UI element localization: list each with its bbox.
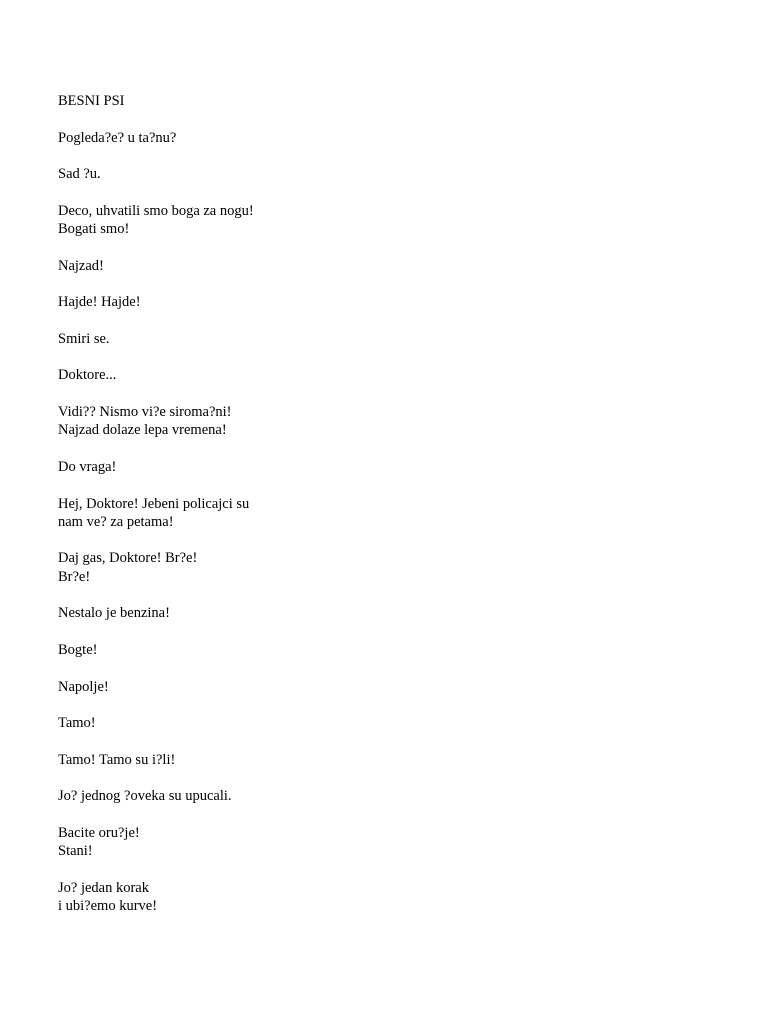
text-line: Tamo! Tamo su i?li! [58,751,176,768]
text-line: Stani! [58,843,93,860]
text-line: Tamo! [58,715,96,732]
paragraph [58,129,708,147]
paragraph [58,495,708,532]
text-line: Hajde! Hajde! [58,294,141,311]
paragraph [58,549,708,586]
paragraph [58,330,708,348]
paragraph [58,165,708,183]
text-line: Sad ?u. [58,166,101,183]
paragraph [58,879,708,916]
paragraph [58,366,708,384]
text-line: Bogte! [58,641,98,658]
paragraph [58,458,708,476]
text-line: Jo? jedan korak [58,879,149,896]
text-line: Bacite oru?je! [58,824,140,841]
text-line: Smiri se. [58,330,110,347]
paragraph [58,604,708,622]
paragraph [58,403,708,440]
text-line: Do vraga! [58,458,117,475]
text-line: Br?e! [58,568,91,585]
text-line: Deco, uhvatili smo boga za nogu! [58,202,254,219]
paragraph [58,751,708,769]
text-line: i ubi?emo kurve! [58,898,158,915]
paragraph [58,678,708,696]
text-line: Vidi?? Nismo vi?e siroma?ni! [58,404,232,421]
paragraph [58,787,708,805]
text-line: Bogati smo! [58,221,130,238]
text-line: Hej, Doktore! Jebeni policajci su [58,495,250,512]
text-line: Najzad dolaze lepa vremena! [58,422,227,439]
paragraph [58,641,708,659]
document-text [58,92,708,934]
text-line: Doktore... [58,367,117,384]
paragraph [58,714,708,732]
text-line: nam ve? za petama! [58,513,174,530]
paragraph [58,257,708,275]
text-line: Najzad! [58,257,104,274]
text-line: Jo? jednog ?oveka su upucali. [58,788,232,805]
paragraph [58,824,708,861]
paragraph [58,202,708,239]
document-title: BESNI PSI [58,93,125,109]
text-line: Nestalo je benzina! [58,605,170,622]
text-line: Daj gas, Doktore! Br?e! [58,550,198,567]
text-line: Pogleda?e? u ta?nu? [58,129,177,146]
paragraph [58,293,708,311]
text-line: Napolje! [58,678,109,695]
